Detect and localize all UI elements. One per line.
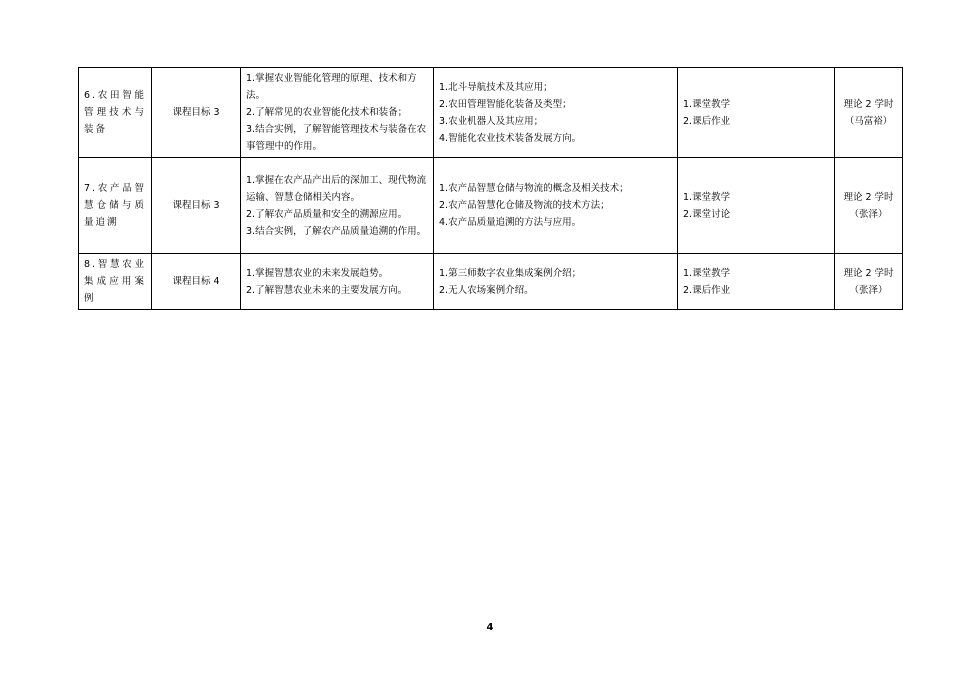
methods-cell (678, 254, 835, 310)
objective-item: 1.掌握在农产品产出后的深加工、现代物流运输、智慧仓储相关内容。 (246, 174, 427, 203)
method-item: 2.课后作业 (683, 115, 731, 127)
contents-cell (434, 68, 678, 158)
content-item: 1.第三师数字农业集成案例介绍； (439, 267, 582, 279)
hours-cell (835, 68, 903, 158)
objective-item: 1.掌握智慧农业的未来发展趋势。 (246, 267, 389, 279)
method-item: 2.课堂讨论 (683, 208, 731, 220)
topic-cell: 6.农田智能管理技术与装备 (79, 68, 152, 158)
objective-item: 2.了解智慧农业未来的主要发展方向。 (246, 284, 408, 296)
objective-item: 3.结合实例，了解智能管理技术与装备在农事管理中的作用。 (246, 124, 427, 152)
content-item: 2.农产品智慧化仓储及物流的技术方法； (439, 200, 610, 211)
content-item: 4.智能化农业技术装备发展方向。 (439, 132, 582, 144)
hours-cell (835, 158, 903, 254)
goal-cell: 课程目标 3 (152, 158, 241, 254)
content-item: 1.北斗导航技术及其应用； (439, 81, 553, 93)
teacher-text: （张泽） (849, 208, 888, 220)
method-item: 1.课堂教学 (683, 267, 731, 279)
page-number: 4 (486, 622, 494, 633)
objective-item: 2.了解农产品质量和安全的溯源应用。 (246, 208, 408, 220)
course-schedule-table (78, 67, 903, 310)
objective-item: 1.掌握农业智能化管理的原理、技术和方法。 (246, 73, 417, 101)
hours-text: 理论 2 学时 (843, 98, 894, 110)
methods-cell (678, 158, 835, 254)
objectives-cell (241, 68, 434, 158)
topic-cell: 7.农产品智慧仓储与质量追溯 (79, 158, 152, 254)
content-item: 2.无人农场案例介绍。 (439, 284, 534, 296)
content-item: 2.农田管理智能化装备及类型； (439, 98, 572, 110)
methods-cell (678, 68, 835, 158)
objective-item: 2.了解常见的农业智能化技术和装备； (246, 107, 408, 118)
table-row (79, 68, 903, 158)
goal-cell: 课程目标 4 (152, 254, 241, 310)
content-item: 4.农产品质量追溯的方法与应用。 (439, 217, 582, 228)
hours-text: 理论 2 学时 (843, 191, 894, 203)
method-item: 2.课后作业 (683, 284, 731, 296)
content-item: 3.农业机器人及其应用； (439, 115, 544, 127)
hours-cell (835, 254, 903, 310)
contents-cell (434, 158, 678, 254)
table-row (79, 254, 903, 310)
objectives-cell (241, 158, 434, 254)
teacher-text: （张泽） (849, 284, 888, 296)
objectives-cell (241, 254, 434, 310)
method-item: 1.课堂教学 (683, 98, 731, 110)
content-item: 1.农产品智慧仓储与物流的概念及相关技术； (439, 183, 629, 194)
teacher-text: （马富裕） (844, 115, 893, 127)
goal-cell: 课程目标 3 (152, 68, 241, 158)
topic-cell: 8.智慧农业集成应用案例 (79, 254, 152, 310)
table-row (79, 158, 903, 254)
objective-item: 3.结合实例，了解农产品质量追溯的作用。 (246, 225, 427, 237)
hours-text: 理论 2 学时 (843, 267, 894, 279)
contents-cell (434, 254, 678, 310)
method-item: 1.课堂教学 (683, 191, 731, 203)
